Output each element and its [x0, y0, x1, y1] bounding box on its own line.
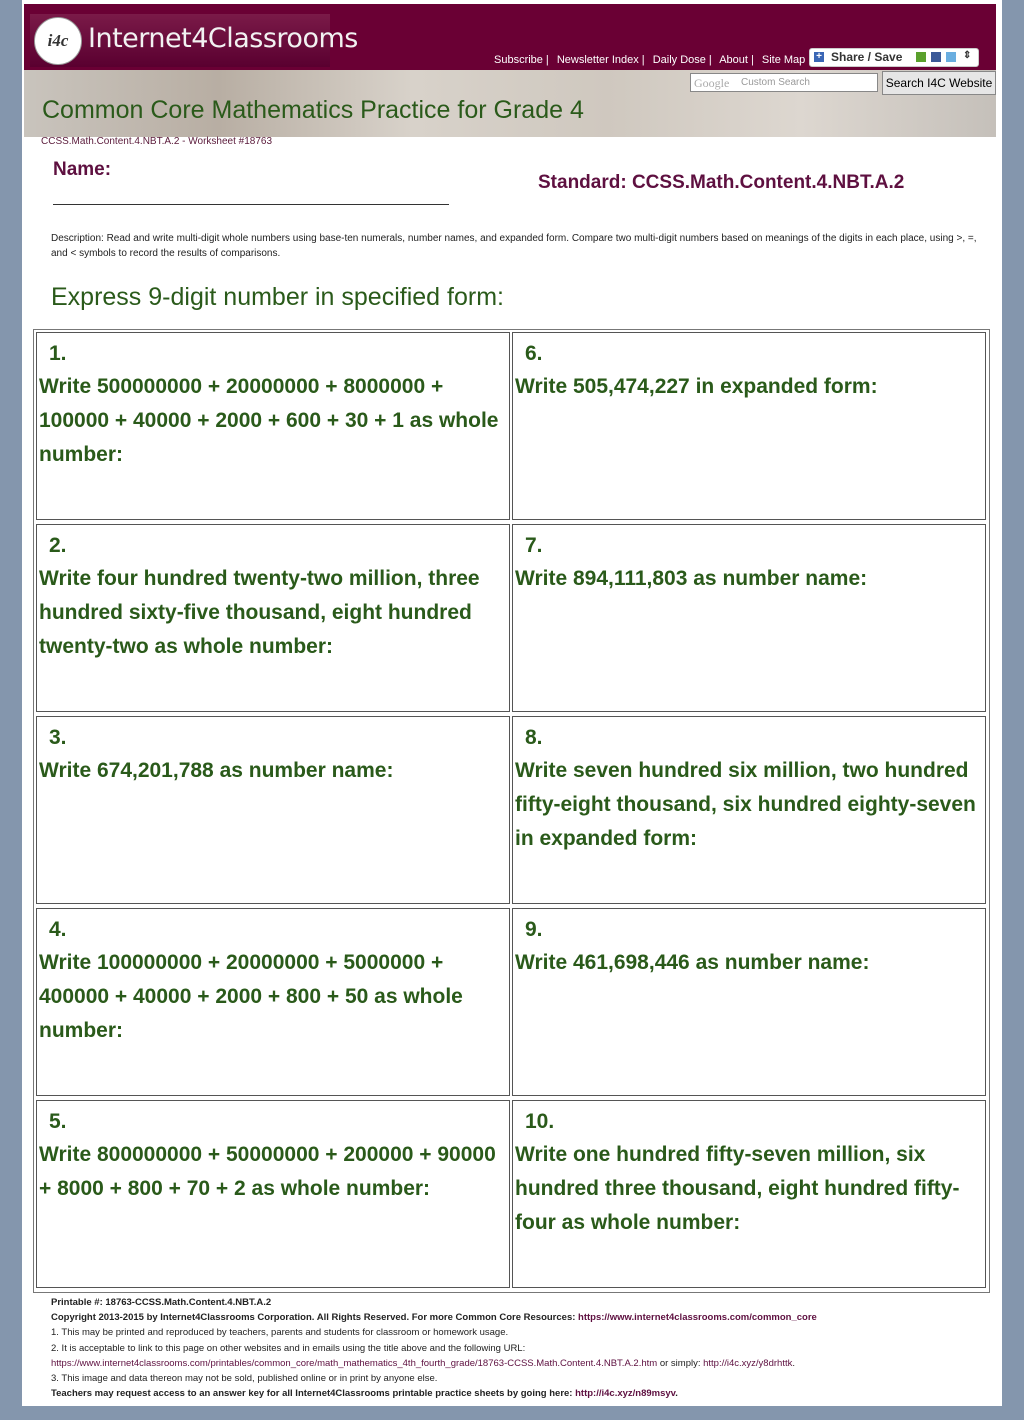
question-text: Write seven hundred six million, two hundred fifty-eight thousand, six hundred eighty-seven in expanded form:	[515, 759, 976, 850]
question-number: 7.	[525, 534, 543, 557]
nav-subscribe[interactable]: Subscribe	[494, 54, 543, 66]
banner	[24, 70, 996, 137]
site-header	[24, 4, 996, 70]
question-cell	[512, 908, 986, 1096]
printable-id: Printable #: 18763-CCSS.Math.Content.4.NBT.A.2	[51, 1297, 272, 1308]
question-number: 9.	[525, 918, 543, 941]
share-plus-icon: +	[814, 52, 824, 62]
question-cell	[512, 1100, 986, 1288]
description: Description: Read and write multi-digit whole numbers using base-ten numerals, number names, and expanded form. Compare two multi-digit numbers based on meanings of the digits in each place, using >, =, and < symbols to record the results of comparisons.	[51, 233, 977, 259]
site-logo[interactable]	[30, 14, 358, 67]
question-cell	[512, 524, 986, 712]
answer-key-link[interactable]: http://i4c.xyz/n89msyv	[575, 1388, 676, 1400]
question-text: Write 461,698,446 as number name:	[515, 951, 870, 974]
question-text: Write four hundred twenty-two million, three hundred sixty-five thousand, eight hundred twenty-two as whole number:	[39, 567, 480, 658]
nav-site-map[interactable]: Site Map	[761, 54, 806, 66]
worksheet-url-link[interactable]: https://www.internet4classrooms.com/printables/common_core/math_mathematics_4th_fourth_grade/18763-CCSS.Math.Content.4.NBT.A.2.htm	[51, 1357, 658, 1369]
question-number: 8.	[525, 726, 543, 749]
page-title: Common Core Mathematics Practice for Grade 4	[42, 96, 584, 124]
more-arrows-icon[interactable]: ⇕	[963, 50, 972, 61]
answer-key-note: Teachers may request access to an answer key for all Internet4Classrooms printable practice sheets by going here: http://i4c.xyz/n89msyv.	[51, 1388, 678, 1400]
search-placeholder: Custom Search	[741, 77, 810, 88]
question-cell	[36, 332, 510, 520]
question-cell	[36, 1100, 510, 1288]
name-underline	[53, 204, 449, 205]
note-2-urls: https://www.internet4classrooms.com/printables/common_core/math_mathematics_4th_fourth_grade/18763-CCSS.Math.Content.4.NBT.A.2.htm or simply: http://i4c.xyz/y8drhttk.	[51, 1357, 795, 1369]
top-nav: Subscribe | Newsletter Index | Daily Dose | About | Site Map	[494, 54, 806, 66]
question-text: Write 505,474,227 in expanded form:	[515, 375, 878, 398]
google-logo: Google	[694, 76, 730, 90]
question-cell	[512, 716, 986, 904]
answer-key-text: Teachers may request access to an answer key for all Internet4Classrooms printable practice sheets by going here:	[51, 1388, 573, 1400]
share-save-button[interactable]	[809, 48, 979, 67]
copyright	[51, 1310, 991, 1325]
note-2-mid: or simply:	[657, 1357, 704, 1369]
copyright-text: Copyright 2013-2015 by Internet4Classrooms Corporation. All Rights Reserved. For more Common Core Resources:	[51, 1312, 576, 1324]
question-cell	[36, 716, 510, 904]
logo-badge: i4c	[34, 17, 82, 65]
question-cell	[36, 524, 510, 712]
question-number: 4.	[49, 918, 67, 941]
question-cell	[36, 908, 510, 1096]
name-label: Name:	[53, 159, 112, 180]
email-share-icon[interactable]	[916, 52, 926, 62]
common-core-link[interactable]: https://www.internet4classrooms.com/common_core	[578, 1312, 817, 1324]
short-url-link[interactable]: http://i4c.xyz/y8drhttk	[703, 1357, 793, 1369]
breadcrumb[interactable]: CCSS.Math.Content.4.NBT.A.2 - Worksheet #18763	[41, 136, 273, 147]
standard-label: Standard: CCSS.Math.Content.4.NBT.A.2	[538, 172, 905, 193]
question-cell	[512, 332, 986, 520]
question-text: Write 800000000 + 50000000 + 200000 + 90000 + 8000 + 800 + 70 + 2 as whole number:	[39, 1143, 496, 1200]
question-text: Write 674,201,788 as number name:	[39, 759, 394, 782]
search-input[interactable]	[690, 73, 878, 92]
page	[22, 0, 1002, 1406]
question-text: Write 500000000 + 20000000 + 8000000 + 100000 + 40000 + 2000 + 600 + 30 + 1 as whole number:	[39, 375, 499, 466]
question-number: 2.	[49, 534, 67, 557]
search-button[interactable]: Search I4C Website	[882, 71, 996, 95]
share-label: Share / Save	[831, 50, 903, 64]
instructions: Express 9-digit number in specified form:	[51, 283, 504, 311]
nav-about[interactable]: About	[719, 54, 748, 66]
question-number: 1.	[49, 342, 67, 365]
nav-daily-dose[interactable]: Daily Dose	[652, 54, 706, 66]
question-number: 3.	[49, 726, 67, 749]
question-number: 6.	[525, 342, 543, 365]
question-number: 10.	[525, 1110, 555, 1133]
note-3: 3. This image and data thereon may not be sold, published online or in print by anyone else.	[51, 1373, 438, 1385]
footer	[51, 1295, 991, 1401]
question-grid	[33, 329, 990, 1293]
nav-newsletter-index[interactable]: Newsletter Index	[556, 54, 639, 66]
note-1: 1. This may be printed and reproduced by teachers, parents and students for classroom or homework usage.	[51, 1327, 509, 1339]
twitter-icon[interactable]	[946, 52, 956, 62]
question-number: 5.	[49, 1110, 67, 1133]
facebook-icon[interactable]	[931, 52, 941, 62]
logo-text: Internet4Classrooms	[88, 23, 358, 54]
note-2: 2. It is acceptable to link to this page on other websites and in emails using the title above and the following URL:	[51, 1342, 526, 1354]
question-text: Write 894,111,803 as number name:	[515, 567, 868, 590]
question-text: Write one hundred fifty-seven million, six hundred three thousand, eight hundred fifty-four as whole number:	[515, 1143, 960, 1234]
question-text: Write 100000000 + 20000000 + 5000000 + 400000 + 40000 + 2000 + 800 + 50 as whole number:	[39, 951, 463, 1042]
